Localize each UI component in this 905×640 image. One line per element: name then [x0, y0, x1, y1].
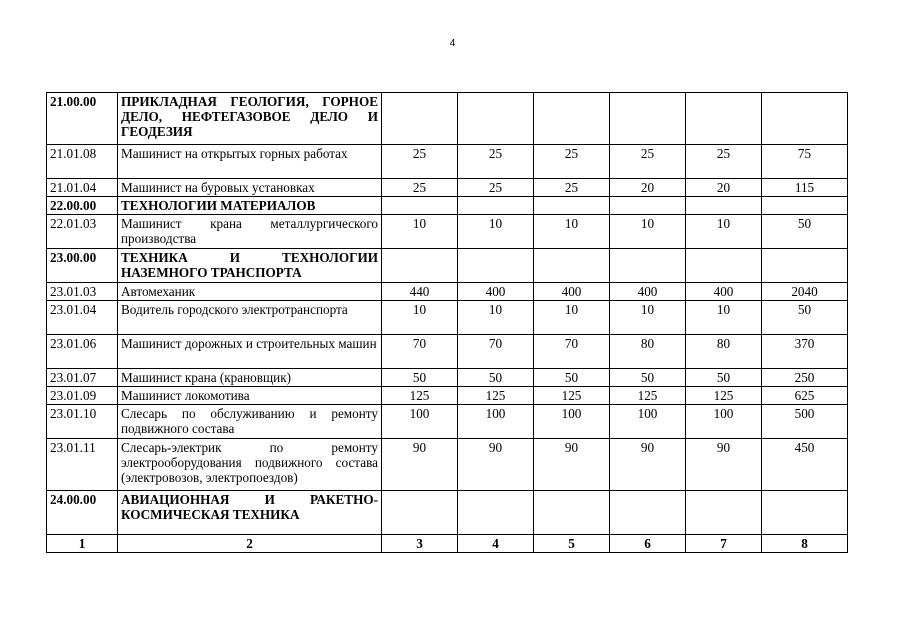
value-cell: 10: [382, 215, 458, 249]
value-cell: [762, 197, 848, 215]
value-cell: [610, 93, 686, 145]
section-row: [47, 93, 848, 145]
value-cell: 90: [610, 439, 686, 491]
value-cell: [458, 491, 534, 535]
value-cell: [686, 93, 762, 145]
column-number-cell: 1: [47, 535, 118, 553]
value-cell: 50: [534, 369, 610, 387]
value-cell: [382, 93, 458, 145]
value-cell: 25: [382, 179, 458, 197]
code-cell: 21.01.08: [47, 145, 118, 179]
value-cell: 400: [610, 283, 686, 301]
value-cell: [534, 197, 610, 215]
value-cell: [382, 491, 458, 535]
code-cell: 22.01.03: [47, 215, 118, 249]
value-cell: 115: [762, 179, 848, 197]
value-cell: 10: [610, 301, 686, 335]
name-cell: Автомеханик: [118, 283, 382, 301]
value-cell: [762, 93, 848, 145]
code-cell: 23.01.11: [47, 439, 118, 491]
table-row: [47, 387, 848, 405]
value-cell: [686, 491, 762, 535]
column-number-cell: 5: [534, 535, 610, 553]
name-cell: ТЕХНИКА И ТЕХНОЛОГИИ НАЗЕМНОГО ТРАНСПОРТА: [118, 249, 382, 283]
code-cell: 23.01.10: [47, 405, 118, 439]
value-cell: 25: [534, 179, 610, 197]
name-cell: Машинист крана (крановщик): [118, 369, 382, 387]
code-cell: 23.01.09: [47, 387, 118, 405]
value-cell: [762, 249, 848, 283]
name-cell: Водитель городского электротранспорта: [118, 301, 382, 335]
value-cell: 10: [686, 301, 762, 335]
value-cell: 90: [534, 439, 610, 491]
value-cell: 10: [458, 301, 534, 335]
value-cell: 75: [762, 145, 848, 179]
code-cell: 22.00.00: [47, 197, 118, 215]
value-cell: 90: [458, 439, 534, 491]
value-cell: 10: [534, 215, 610, 249]
code-cell: 23.00.00: [47, 249, 118, 283]
value-cell: 10: [610, 215, 686, 249]
value-cell: 50: [382, 369, 458, 387]
code-cell: 23.01.07: [47, 369, 118, 387]
value-cell: [458, 93, 534, 145]
value-cell: [534, 249, 610, 283]
value-cell: [610, 249, 686, 283]
value-cell: 25: [458, 145, 534, 179]
section-row: [47, 491, 848, 535]
value-cell: 125: [686, 387, 762, 405]
value-cell: 100: [458, 405, 534, 439]
value-cell: 2040: [762, 283, 848, 301]
value-cell: 370: [762, 335, 848, 369]
value-cell: 500: [762, 405, 848, 439]
value-cell: 50: [762, 215, 848, 249]
name-cell: ПРИКЛАДНАЯ ГЕОЛОГИЯ, ГОРНОЕ ДЕЛО, НЕФТЕГАЗОВОЕ ДЕЛО И ГЕОДЕЗИЯ: [118, 93, 382, 145]
value-cell: 125: [610, 387, 686, 405]
section-row: [47, 249, 848, 283]
name-cell: Слесарь по обслуживанию и ремонту подвижного состава: [118, 405, 382, 439]
value-cell: 20: [610, 179, 686, 197]
value-cell: 100: [610, 405, 686, 439]
name-cell: Машинист на открытых горных работах: [118, 145, 382, 179]
value-cell: 25: [382, 145, 458, 179]
value-cell: 10: [458, 215, 534, 249]
name-cell: Машинист на буровых установках: [118, 179, 382, 197]
value-cell: 400: [458, 283, 534, 301]
value-cell: [534, 491, 610, 535]
column-number-cell: 8: [762, 535, 848, 553]
value-cell: 450: [762, 439, 848, 491]
value-cell: [610, 197, 686, 215]
table-row: [47, 283, 848, 301]
value-cell: [762, 491, 848, 535]
value-cell: 125: [458, 387, 534, 405]
table-row: [47, 179, 848, 197]
value-cell: 125: [382, 387, 458, 405]
value-cell: 80: [610, 335, 686, 369]
specialties-table: [46, 92, 848, 553]
value-cell: [686, 197, 762, 215]
table-row: [47, 301, 848, 335]
value-cell: 400: [534, 283, 610, 301]
column-number-cell: 7: [686, 535, 762, 553]
value-cell: 90: [382, 439, 458, 491]
code-cell: 21.00.00: [47, 93, 118, 145]
value-cell: 250: [762, 369, 848, 387]
column-number-cell: 2: [118, 535, 382, 553]
table-row: [47, 215, 848, 249]
value-cell: 100: [686, 405, 762, 439]
table-body: [47, 93, 848, 553]
code-cell: 24.00.00: [47, 491, 118, 535]
value-cell: 50: [762, 301, 848, 335]
value-cell: 70: [458, 335, 534, 369]
value-cell: [610, 491, 686, 535]
table-row: [47, 335, 848, 369]
value-cell: [458, 197, 534, 215]
value-cell: 80: [686, 335, 762, 369]
value-cell: 400: [686, 283, 762, 301]
value-cell: 10: [686, 215, 762, 249]
code-cell: 23.01.06: [47, 335, 118, 369]
name-cell: АВИАЦИОННАЯ И РАКЕТНО-КОСМИЧЕСКАЯ ТЕХНИКА: [118, 491, 382, 535]
value-cell: 20: [686, 179, 762, 197]
code-cell: 23.01.03: [47, 283, 118, 301]
value-cell: 70: [382, 335, 458, 369]
table-row: [47, 369, 848, 387]
value-cell: 90: [686, 439, 762, 491]
value-cell: [686, 249, 762, 283]
value-cell: 25: [610, 145, 686, 179]
name-cell: Слесарь-электрик по ремонту электрооборудования подвижного состава (электровозов, электропоездов): [118, 439, 382, 491]
column-number-cell: 6: [610, 535, 686, 553]
code-cell: 23.01.04: [47, 301, 118, 335]
value-cell: 25: [458, 179, 534, 197]
name-cell: Машинист дорожных и строительных машин: [118, 335, 382, 369]
value-cell: 125: [534, 387, 610, 405]
value-cell: 25: [686, 145, 762, 179]
column-number-cell: 3: [382, 535, 458, 553]
page-number: 4: [449, 38, 456, 49]
value-cell: 25: [534, 145, 610, 179]
column-number-cell: 4: [458, 535, 534, 553]
value-cell: 625: [762, 387, 848, 405]
name-cell: Машинист крана металлургического производства: [118, 215, 382, 249]
name-cell: ТЕХНОЛОГИИ МАТЕРИАЛОВ: [118, 197, 382, 215]
value-cell: 440: [382, 283, 458, 301]
table-row: [47, 145, 848, 179]
value-cell: 10: [534, 301, 610, 335]
value-cell: [382, 197, 458, 215]
table-row: [47, 405, 848, 439]
value-cell: 10: [382, 301, 458, 335]
table-row: [47, 439, 848, 491]
column-number-row: [47, 535, 848, 553]
name-cell: Машинист локомотива: [118, 387, 382, 405]
value-cell: [382, 249, 458, 283]
section-row: [47, 197, 848, 215]
value-cell: 100: [534, 405, 610, 439]
value-cell: 70: [534, 335, 610, 369]
code-cell: 21.01.04: [47, 179, 118, 197]
value-cell: [534, 93, 610, 145]
value-cell: 50: [610, 369, 686, 387]
value-cell: 50: [458, 369, 534, 387]
value-cell: 100: [382, 405, 458, 439]
value-cell: 50: [686, 369, 762, 387]
value-cell: [458, 249, 534, 283]
